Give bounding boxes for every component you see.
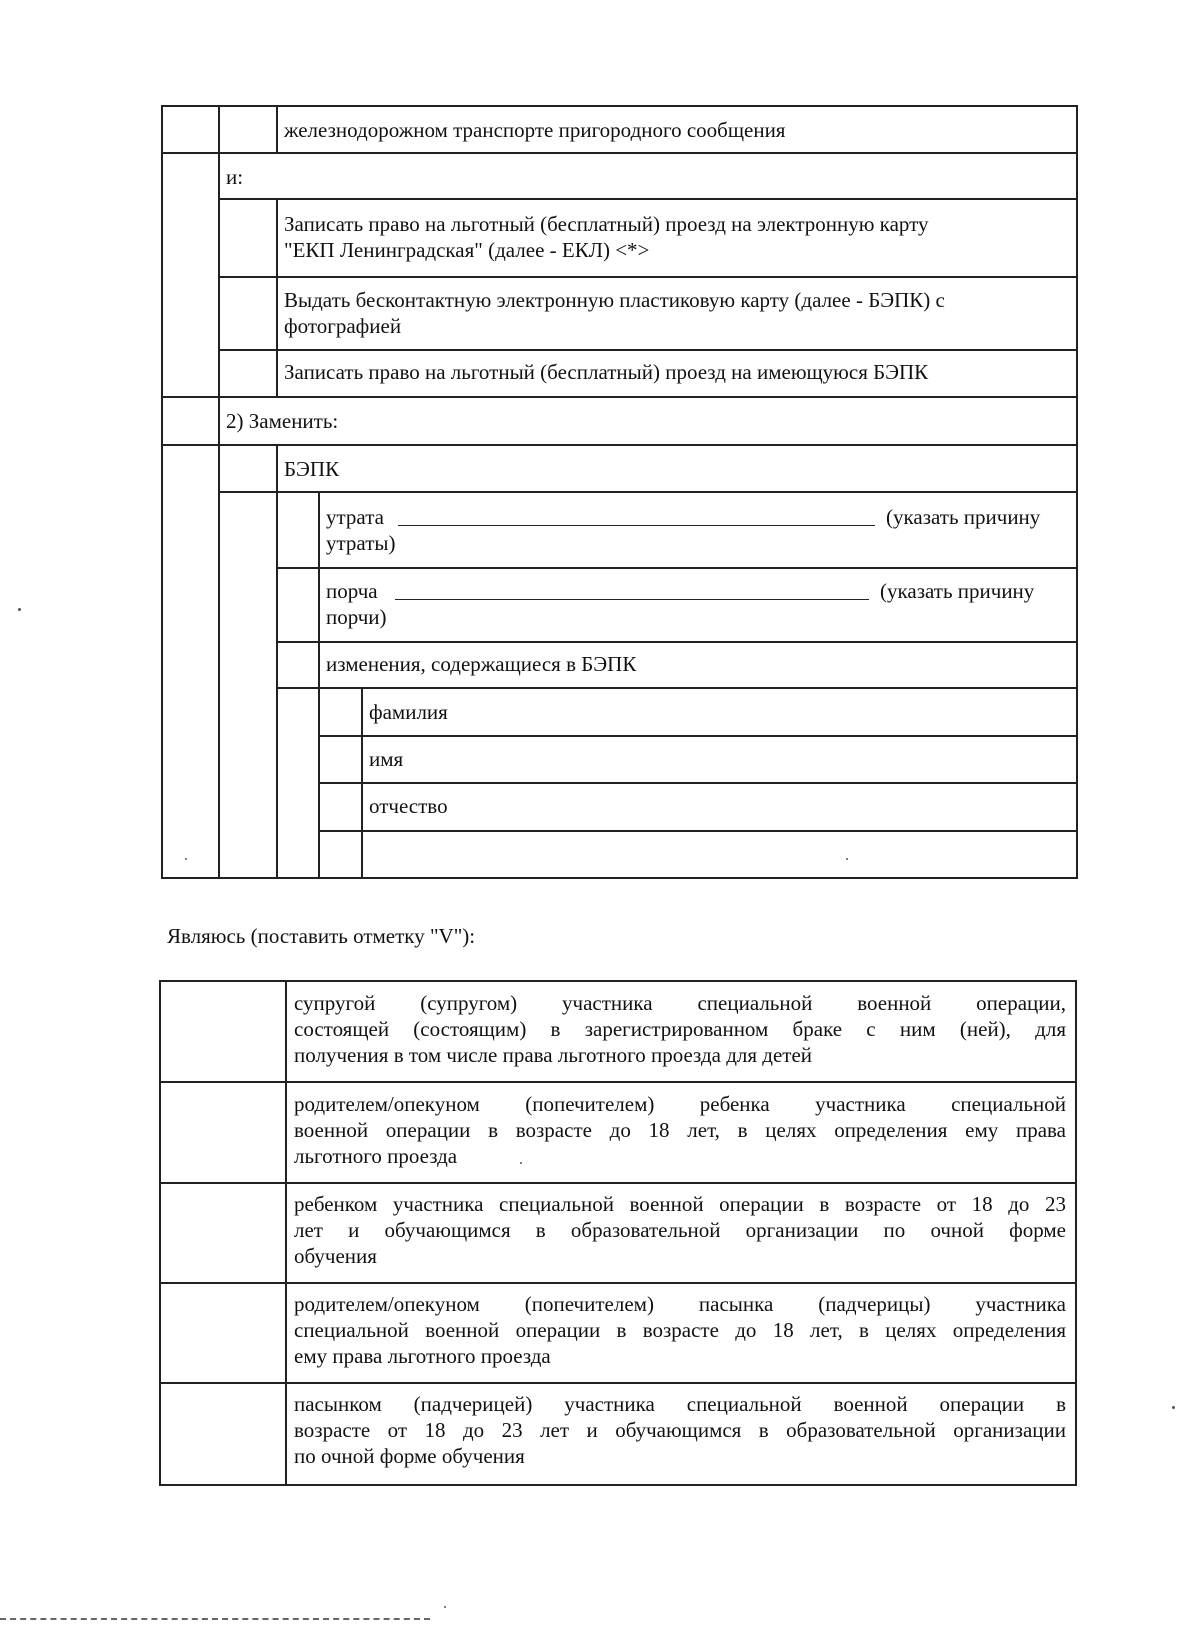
status-parent-stepchild-line2: специальной военной операции в возрасте до 18 лет, в целях определения [294,1318,1066,1342]
surname-label: фамилия [369,700,448,724]
status-checkbox-child-student[interactable] [161,1184,285,1282]
status-checkbox-parent-child[interactable] [161,1083,285,1182]
status-spouse-line1: супругой (супругом) участника специальной военной операции, [294,991,1066,1015]
status-child-student-line3: обучения [294,1244,377,1268]
name-label: имя [369,747,404,771]
patronymic-label: отчество [369,794,448,818]
status-parent-stepchild-line1: родителем/опекуном (попечителем) пасынка (падчерицы) участника [294,1292,1066,1316]
loss-hint: (указать причину [886,505,1041,529]
option-issue-bepk-line1: Выдать бесконтактную электронную пластиковую карту (далее - БЭПК) с [284,288,945,312]
scan-speck [185,858,187,860]
status-stepchild-student-line1: пасынком (падчерицей) участника специальной военной операции в [294,1392,1066,1416]
status-checkbox-spouse[interactable] [161,982,285,1081]
scan-speck [846,858,848,860]
and-label: и: [226,165,244,189]
changes-label: изменения, содержащиеся в БЭПК [326,652,637,676]
status-parent-child-line3: льготного проезда [294,1144,458,1168]
scan-speck [1172,1406,1175,1409]
status-spouse-line3: получения в том числе права льготного проезда для детей [294,1043,813,1067]
status-stepchild-student-line3: по очной форме обучения [294,1444,525,1468]
scan-edge-mark [0,1618,430,1620]
replace-label: 2) Заменить: [226,409,339,433]
damage-word: порча [326,579,378,603]
option-issue-bepk-line2: фотографией [284,314,402,338]
status-stepchild-student-line2: возрасте от 18 до 23 лет и обучающимся в образовательной организации [294,1418,1066,1442]
scan-speck [18,608,21,611]
scan-speck [520,1162,522,1164]
status-heading: Являюсь (поставить отметку "V"): [167,924,476,948]
status-spouse-line2: состоящей (состоящим) в зарегистрированном браке с ним (ней), для [294,1017,1066,1041]
status-checkbox-stepchild-student[interactable] [161,1384,285,1484]
status-parent-child-line1: родителем/опекуном (попечителем) ребенка участника специальной [294,1092,1066,1116]
loss-word: утрата [326,505,384,529]
option-record-bepk: Записать право на льготный (бесплатный) проезд на имеющуюся БЭПК [284,360,929,384]
bepk-label: БЭПК [284,457,340,481]
rail-transport-text: железнодорожном транспорте пригородного сообщения [284,118,786,142]
option-record-ekl-line1: Записать право на льготный (бесплатный) проезд на электронную карту [284,212,929,236]
status-checkbox-parent-stepchild[interactable] [161,1284,285,1382]
loss-cont: утраты) [326,531,396,555]
status-parent-stepchild-line3: ему права льготного проезда [294,1344,551,1368]
scan-speck [444,1606,446,1608]
damage-hint: (указать причину [880,579,1035,603]
option-record-ekl-line2: "ЕКП Ленинградская" (далее - ЕКЛ) <*> [284,238,650,262]
status-child-student-line1: ребенком участника специальной военной операции в возрасте от 18 до 23 [294,1192,1066,1216]
status-parent-child-line2: военной операции в возрасте до 18 лет, в целях определения ему права [294,1118,1066,1142]
damage-cont: порчи) [326,605,387,629]
status-child-student-line2: лет и обучающимся в образовательной организации по очной форме [294,1218,1066,1242]
